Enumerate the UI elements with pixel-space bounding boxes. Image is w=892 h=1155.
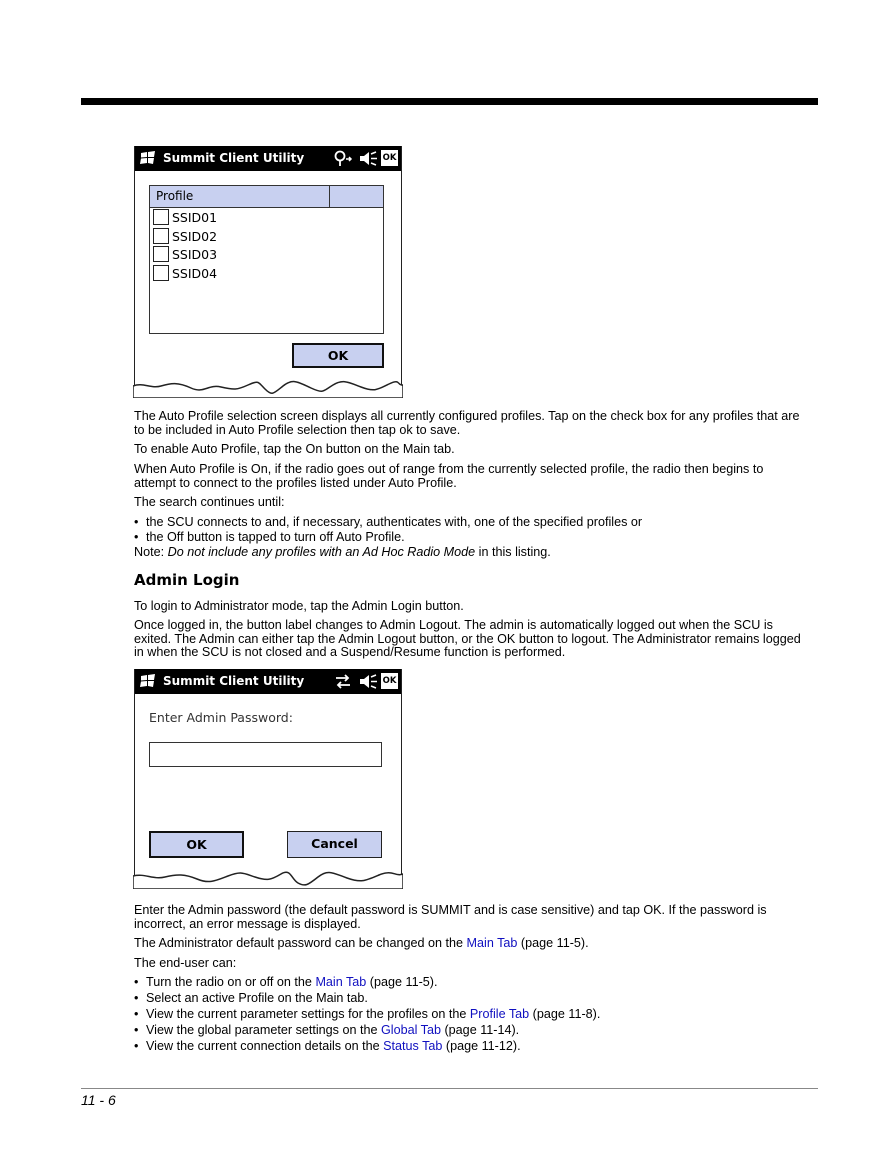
checkbox[interactable] <box>153 246 169 262</box>
network-transfer-icon[interactable] <box>333 673 353 690</box>
checkbox[interactable] <box>153 228 169 244</box>
paragraph: The Administrator default password can be changed on the Main Tab (page 11-5). <box>134 936 589 950</box>
password-label: Enter Admin Password: <box>149 710 293 725</box>
header-rule <box>81 98 818 105</box>
windows-logo-icon <box>140 151 156 165</box>
cancel-button[interactable]: Cancel <box>287 831 382 858</box>
paragraph: The end-user can: <box>134 956 237 970</box>
paragraph: When Auto Profile is On, if the radio goes out of range from the currently selected profile, the radio then begins to attempt to connect to the profiles listed under Auto Profile. <box>134 462 764 490</box>
windows-logo-icon <box>140 674 156 688</box>
paragraph: The search continues until: <box>134 495 285 509</box>
title-ok-button[interactable]: OK <box>381 673 398 689</box>
window-title: Summit Client Utility <box>163 674 305 688</box>
profile-tab-link[interactable]: Profile Tab <box>469 1007 530 1021</box>
section-heading: Admin Login <box>134 571 240 589</box>
page-number: 11 - 6 <box>81 1092 116 1108</box>
connectivity-icon[interactable] <box>333 150 353 167</box>
list-item: • View the current parameter settings for the profiles on the Profile Tab (page 11-8). <box>134 1007 601 1021</box>
password-input[interactable] <box>149 742 382 767</box>
main-tab-link[interactable]: Main Tab <box>466 936 518 950</box>
footer-rule <box>81 1088 818 1089</box>
torn-edge <box>133 380 403 398</box>
torn-edge <box>133 871 403 889</box>
list-header <box>150 186 383 208</box>
list-item[interactable]: SSID02 <box>153 228 217 246</box>
title-bar <box>135 146 401 171</box>
list-item: • Turn the radio on or off on the Main Tab (page 11-5). <box>134 975 438 989</box>
main-tab-link[interactable]: Main Tab <box>315 975 367 989</box>
title-ok-button[interactable]: OK <box>381 150 398 166</box>
list-item: • View the global parameter settings on the Global Tab (page 11-14). <box>134 1023 520 1037</box>
checkbox[interactable] <box>153 209 169 225</box>
ok-button[interactable]: OK <box>292 343 384 368</box>
list-item[interactable]: SSID04 <box>153 265 217 283</box>
list-item[interactable]: SSID01 <box>153 209 217 227</box>
global-tab-link[interactable]: Global Tab <box>381 1023 441 1037</box>
paragraph: Enter the Admin password (the default password is SUMMIT and is case sensitive) and tap OK. If the password is incorrect, an error message is displayed. <box>134 903 767 931</box>
ok-button[interactable]: OK <box>149 831 244 858</box>
checkbox[interactable] <box>153 265 169 281</box>
window-title: Summit Client Utility <box>163 151 305 165</box>
status-tab-link[interactable]: Status Tab <box>383 1039 443 1053</box>
paragraph: To enable Auto Profile, tap the On button on the Main tab. <box>134 442 455 456</box>
list-item[interactable]: SSID03 <box>153 246 217 264</box>
volume-icon[interactable] <box>358 673 378 690</box>
paragraph: Once logged in, the button label changes to Admin Logout. The admin is automatically logged out when the SCU is exited. The Admin can either tap the Admin Logout button, or the OK button to logout. The Administrator remains logged in when the SCU is not closed and a Suspend/Resume function is performed. <box>134 618 801 659</box>
paragraph: The Auto Profile selection screen displays all currently configured profiles. Tap on the check box for any profiles that are to be included in Auto Profile selection then tap ok to save. <box>134 409 800 437</box>
profile-list <box>149 185 384 334</box>
profile-column-header: Profile <box>150 186 330 207</box>
volume-icon[interactable] <box>358 150 378 167</box>
list-item: • View the current connection details on the Status Tab (page 11-12). <box>134 1039 521 1053</box>
list-item: • the Off button is tapped to turn off Auto Profile. <box>134 530 405 544</box>
note: Note: Do not include any profiles with an Ad Hoc Radio Mode in this listing. <box>134 545 551 559</box>
auto-profile-screenshot <box>134 146 402 391</box>
list-item: • Select an active Profile on the Main tab. <box>134 991 368 1005</box>
paragraph: To login to Administrator mode, tap the Admin Login button. <box>134 599 464 613</box>
admin-login-screenshot <box>134 669 402 886</box>
list-item: • the SCU connects to and, if necessary, authenticates with, one of the specified profiles or <box>134 515 643 529</box>
title-bar <box>135 669 401 694</box>
